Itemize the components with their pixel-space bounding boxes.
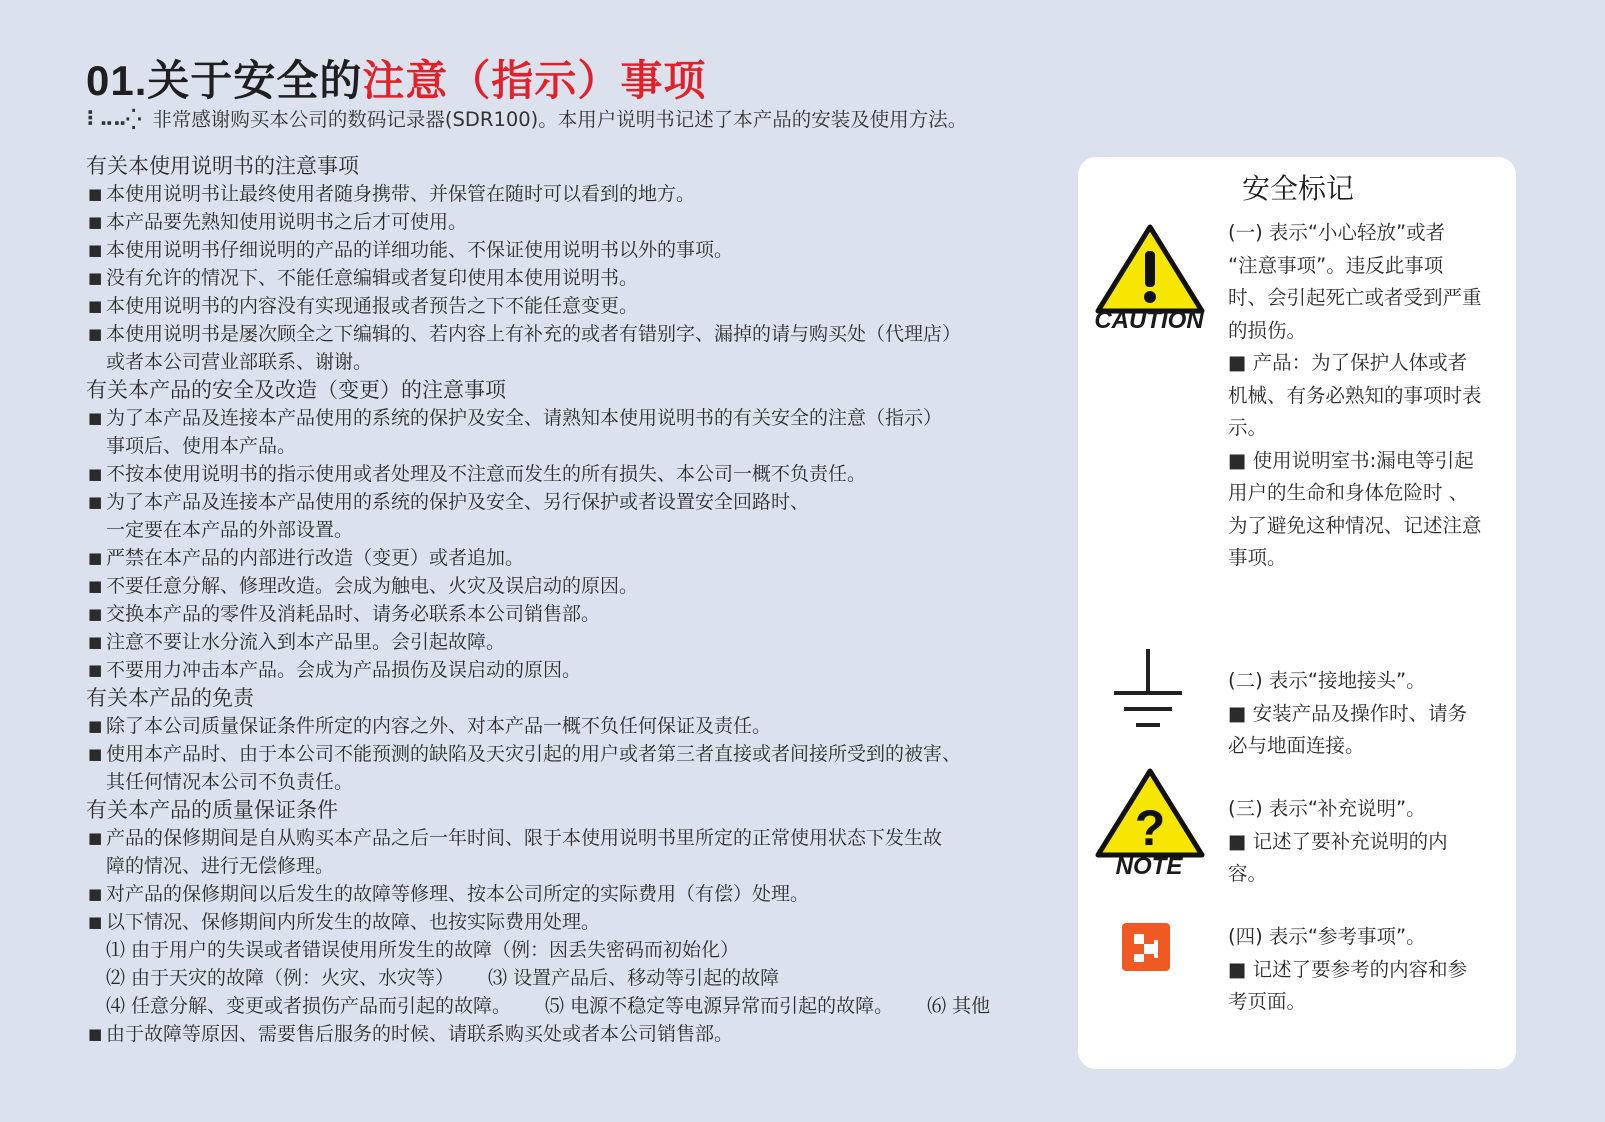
bullet-icon: ■ (88, 241, 103, 259)
list-item: ■ 本使用说明书仔细说明的产品的详细功能、不保证使用说明书以外的事项。 (86, 236, 1046, 264)
list-item: ■ 本使用说明书是屡次顾全之下编辑的、若内容上有补充的或者有错别字、漏掉的请与购买处（代理店） 或者本公司营业部联系、谢谢。 (86, 320, 1046, 376)
caution-line: 用户的生命和身体危险时 、 (1228, 481, 1469, 504)
list-item: ■ 不要任意分解、修理改造。会成为触电、火灾及误启动的原因。 (86, 572, 1046, 600)
warranty-section (86, 796, 1046, 1048)
note-line: (三) 表示“补充说明”。 (1228, 797, 1426, 820)
intro-line (86, 104, 967, 132)
caution-label: CAUTION (1094, 307, 1204, 334)
list-item: ■ 本使用说明书的内容没有实现通报或者预告之下不能任意变更。 (86, 292, 1046, 320)
bullet-icon: ■ (88, 549, 103, 567)
bullet-icon: ■ (88, 829, 103, 847)
bullet-icon: ■ (88, 745, 103, 763)
section-heading: 有关本产品的质量保证条件 (86, 798, 338, 822)
caution-line: 的损伤。 (1228, 318, 1307, 342)
section-heading: 有关本产品的安全及改造（变更）的注意事项 (86, 378, 506, 402)
note-triangle-icon (1090, 765, 1210, 865)
reference-line: (四) 表示“参考事项”。 (1228, 925, 1426, 948)
bullet-icon: ■ (88, 325, 103, 343)
list-item: ■ 交换本产品的零件及消耗品时、请务必联系本公司销售部。 (86, 600, 1046, 628)
section-number: 01. (86, 57, 148, 104)
list-item: ■ 本使用说明书让最终使用者随身携带、并保管在随时可以看到的地方。 (86, 180, 1046, 208)
caution-line: 事项。 (1228, 546, 1287, 569)
reference-description (1228, 921, 1500, 1019)
section-heading: 有关本使用说明书的注意事项 (86, 154, 359, 178)
bullet-icon: ■ (88, 633, 103, 651)
caution-line: 时、会引起死亡或者受到严重 (1228, 286, 1482, 309)
ground-line: 必与地面连接。 (1228, 734, 1365, 757)
list-item: ■ 以下情况、保修期间内所发生的故障、也按实际费用处理。 (86, 908, 1046, 936)
note-line: 容。 (1228, 862, 1268, 885)
list-item: ■ 本产品要先熟知使用说明书之后才可使用。 (86, 208, 1046, 236)
list-item: ■ 不按本使用说明书的指示使用或者处理及不注意而发生的所有损失、本公司一概不负责任。 (86, 460, 1046, 488)
ground-description (1228, 665, 1500, 763)
notice-sections (86, 152, 1046, 796)
note-description (1228, 793, 1500, 891)
reference-line: 考页面。 (1228, 990, 1307, 1013)
page-title (86, 48, 706, 108)
list-item: ■ 由于故障等原因、需要售后服务的时候、请联系购买处或者本公司销售部。 (86, 1020, 1046, 1048)
list-item: ■ 不要用力冲击本产品。会成为产品损伤及误启动的原因。 (86, 656, 1046, 684)
caution-line: 机械、有务必熟知的事项时表 (1228, 383, 1482, 407)
bullet-icon: ■ (88, 409, 103, 427)
bullet-icon: ■ (88, 269, 103, 287)
svg-text:?: ? (1134, 800, 1166, 856)
notes-content (86, 152, 1046, 1048)
caution-line: “注意事项”。违反此事项 (1228, 253, 1444, 277)
dots-icon: ⠇⠤⠤⁛ (86, 108, 141, 131)
ground-icon (1108, 645, 1188, 735)
intro-text: 非常感谢购买本公司的数码记录器(SDR100)。本用户说明书记述了本产品的安装及使用方法。 (152, 108, 968, 131)
caution-line: (一) 表示“小心轻放”或者 (1228, 221, 1446, 244)
list-item: ■ 为了本产品及连接本产品使用的系统的保护及安全、另行保护或者设置安全回路时、 一定要在本产品的外部设置。 (86, 488, 1046, 544)
list-item: ■ 严禁在本产品的内部进行改造（变更）或者追加。 (86, 544, 1046, 572)
bullet-icon: ■ (88, 213, 103, 231)
list-item: ■ 除了本公司质量保证条件所定的内容之外、对本产品一概不负任何保证及责任。 (86, 712, 1046, 740)
caution-description (1228, 217, 1500, 575)
bullet-icon: ■ (88, 605, 103, 623)
bullet-icon: ■ (88, 913, 103, 931)
list-item: ■ 使用本产品时、由于本公司不能预测的缺陷及天灾引起的用户或者第三者直接或者间接所受到的被害、 其任何情况本公司不负责任。 (86, 740, 1046, 796)
list-item: ■ 为了本产品及连接本产品使用的系统的保护及安全、请熟知本使用说明书的有关安全的注意（指示） 事项后、使用本产品。 (86, 404, 1046, 460)
bullet-icon: ■ (88, 465, 103, 483)
caution-line: 为了避免这种情况、记述注意 (1228, 513, 1482, 537)
caution-line: 示。 (1228, 416, 1268, 439)
reference-icon (1122, 923, 1170, 971)
bullet-icon: ■ (88, 1025, 103, 1043)
list-item: ■ 产品的保修期间是自从购买本产品之后一年时间、限于本使用说明书里所定的正常使用状态下发生故 障的情况、进行无偿修理。 (86, 824, 1046, 880)
title-red: 注意（指示）事项 (362, 56, 707, 105)
bullet-icon: ■ (88, 577, 103, 595)
caution-line: ■ 产品：为了保护人体或者 (1228, 351, 1468, 374)
ground-line: (二) 表示“接地接头”。 (1228, 669, 1426, 692)
sub-item: ⑵ 由于天灾的故障（例：火灾、水灾等） ⑶ 设置产品后、移动等引起的故障 (106, 967, 780, 989)
list-item: ■ 对产品的保修期间以后发生的故障等修理、按本公司所定的实际费用（有偿）处理。 (86, 880, 1046, 908)
bullet-icon: ■ (88, 661, 103, 679)
note-label: NOTE (1115, 853, 1183, 880)
list-item: ■ 注意不要让水分流入到本产品里。会引起故障。 (86, 628, 1046, 656)
section-heading: 有关本产品的免责 (86, 686, 254, 710)
sub-item: ⑴ 由于用户的失误或者错误使用所发生的故障（例：因丢失密码而初始化） (106, 939, 740, 961)
sub-item: ⑷ 任意分解、变更或者损伤产品而引起的故障。 ⑸ 电源不稳定等电源异常而引起的故障。 ⑹ 其他 (106, 995, 991, 1017)
bullet-icon: ■ (88, 717, 103, 735)
bullet-icon: ■ (88, 885, 103, 903)
panel-title: 安全标记 (1242, 172, 1355, 205)
safety-marks-panel (1078, 157, 1516, 1069)
bullet-icon: ■ (88, 297, 103, 315)
reference-line: ■ 记述了要参考的内容和参 (1228, 957, 1468, 981)
note-line: ■ 记述了要补充说明的内 (1228, 829, 1448, 853)
bullet-icon: ■ (88, 493, 103, 511)
title-black: 关于安全的 (147, 56, 363, 105)
bullet-icon: ■ (88, 185, 103, 203)
list-item: ■ 没有允许的情况下、不能任意编辑或者复印使用本使用说明书。 (86, 264, 1046, 292)
caution-line: ■ 使用说明室书:漏电等引起 (1228, 448, 1474, 472)
ground-line: ■ 安装产品及操作时、请务 (1228, 701, 1468, 725)
